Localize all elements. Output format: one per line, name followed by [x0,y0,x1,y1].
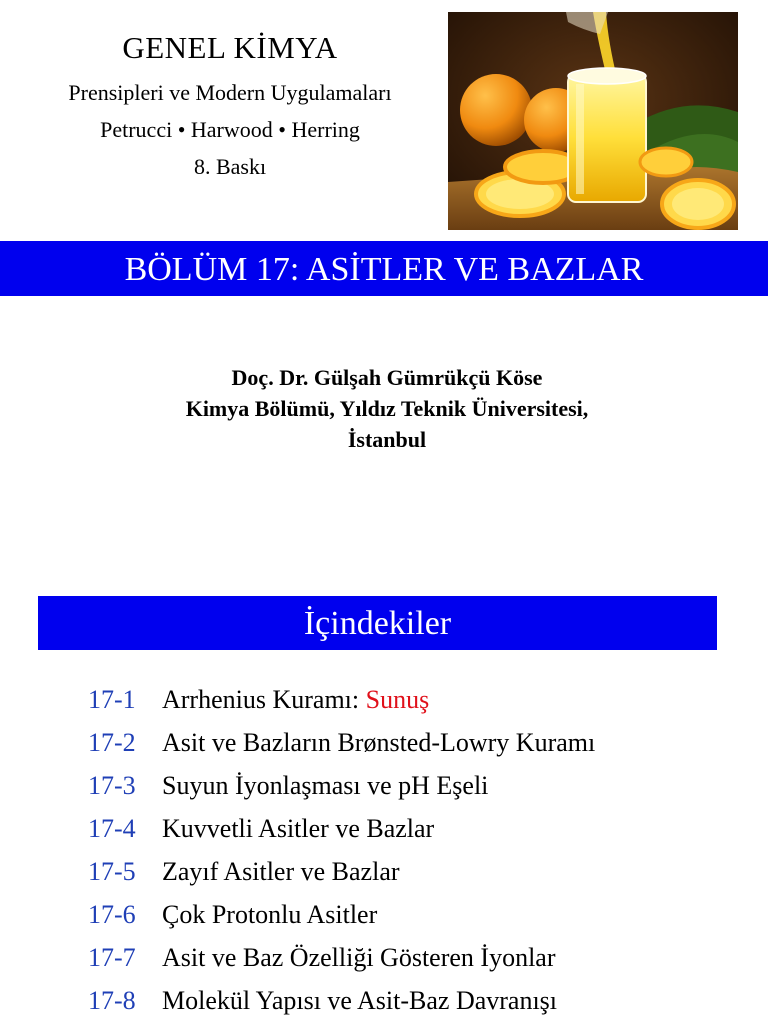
toc-number: 17-2 [88,728,136,757]
toc-title: Asit ve Baz Özelliği Gösteren İyonlar [162,943,556,972]
chapter-title-bar: BÖLÜM 17: ASİTLER VE BAZLAR [0,241,768,296]
table-of-contents [88,678,595,1022]
toc-title: Zayıf Asitler ve Bazlar [162,857,400,886]
toc-number: 17-6 [88,900,136,929]
toc-number: 17-5 [88,857,136,886]
author-city: İstanbul [347,427,427,452]
contents-heading: İçindekiler [38,596,717,650]
toc-item[interactable] [88,807,595,850]
toc-number: 17-8 [88,986,136,1015]
toc-title: Asit ve Bazların Brønsted-Lowry Kuramı [162,728,596,757]
toc-item[interactable] [88,850,595,893]
book-authors: Petrucci • Harwood • Herring [100,117,360,142]
toc-title: Arrhenius Kuramı: [162,685,366,714]
toc-highlight: Sunuş [365,685,430,714]
toc-number: 17-7 [88,943,136,972]
toc-title: Çok Protonlu Asitler [162,900,378,929]
toc-title: Kuvvetli Asitler ve Bazlar [162,814,435,843]
toc-number: 17-4 [88,814,136,843]
toc-item[interactable] [88,936,595,979]
toc-item[interactable] [88,721,595,764]
toc-item[interactable] [88,764,595,807]
book-edition: 8. Baskı [193,154,267,179]
toc-number: 17-3 [88,771,136,800]
author-department: Kimya Bölümü, Yıldız Teknik Üniversitesi, [185,396,589,421]
toc-title: Suyun İyonlaşması ve pH Eşeli [162,771,489,800]
toc-item[interactable] [88,678,595,721]
orange-juice-photo [448,12,738,230]
book-title: GENEL KİMYA [122,30,338,65]
toc-number: 17-1 [88,685,136,714]
toc-item[interactable] [88,893,595,936]
author-name: Doç. Dr. Gülşah Gümrükçü Köse [231,365,543,390]
toc-title: Molekül Yapısı ve Asit-Baz Davranışı [162,986,558,1015]
author-block [0,362,768,455]
book-subtitle: Prensipleri ve Modern Uygulamaları [68,80,392,105]
toc-item[interactable] [88,979,595,1022]
